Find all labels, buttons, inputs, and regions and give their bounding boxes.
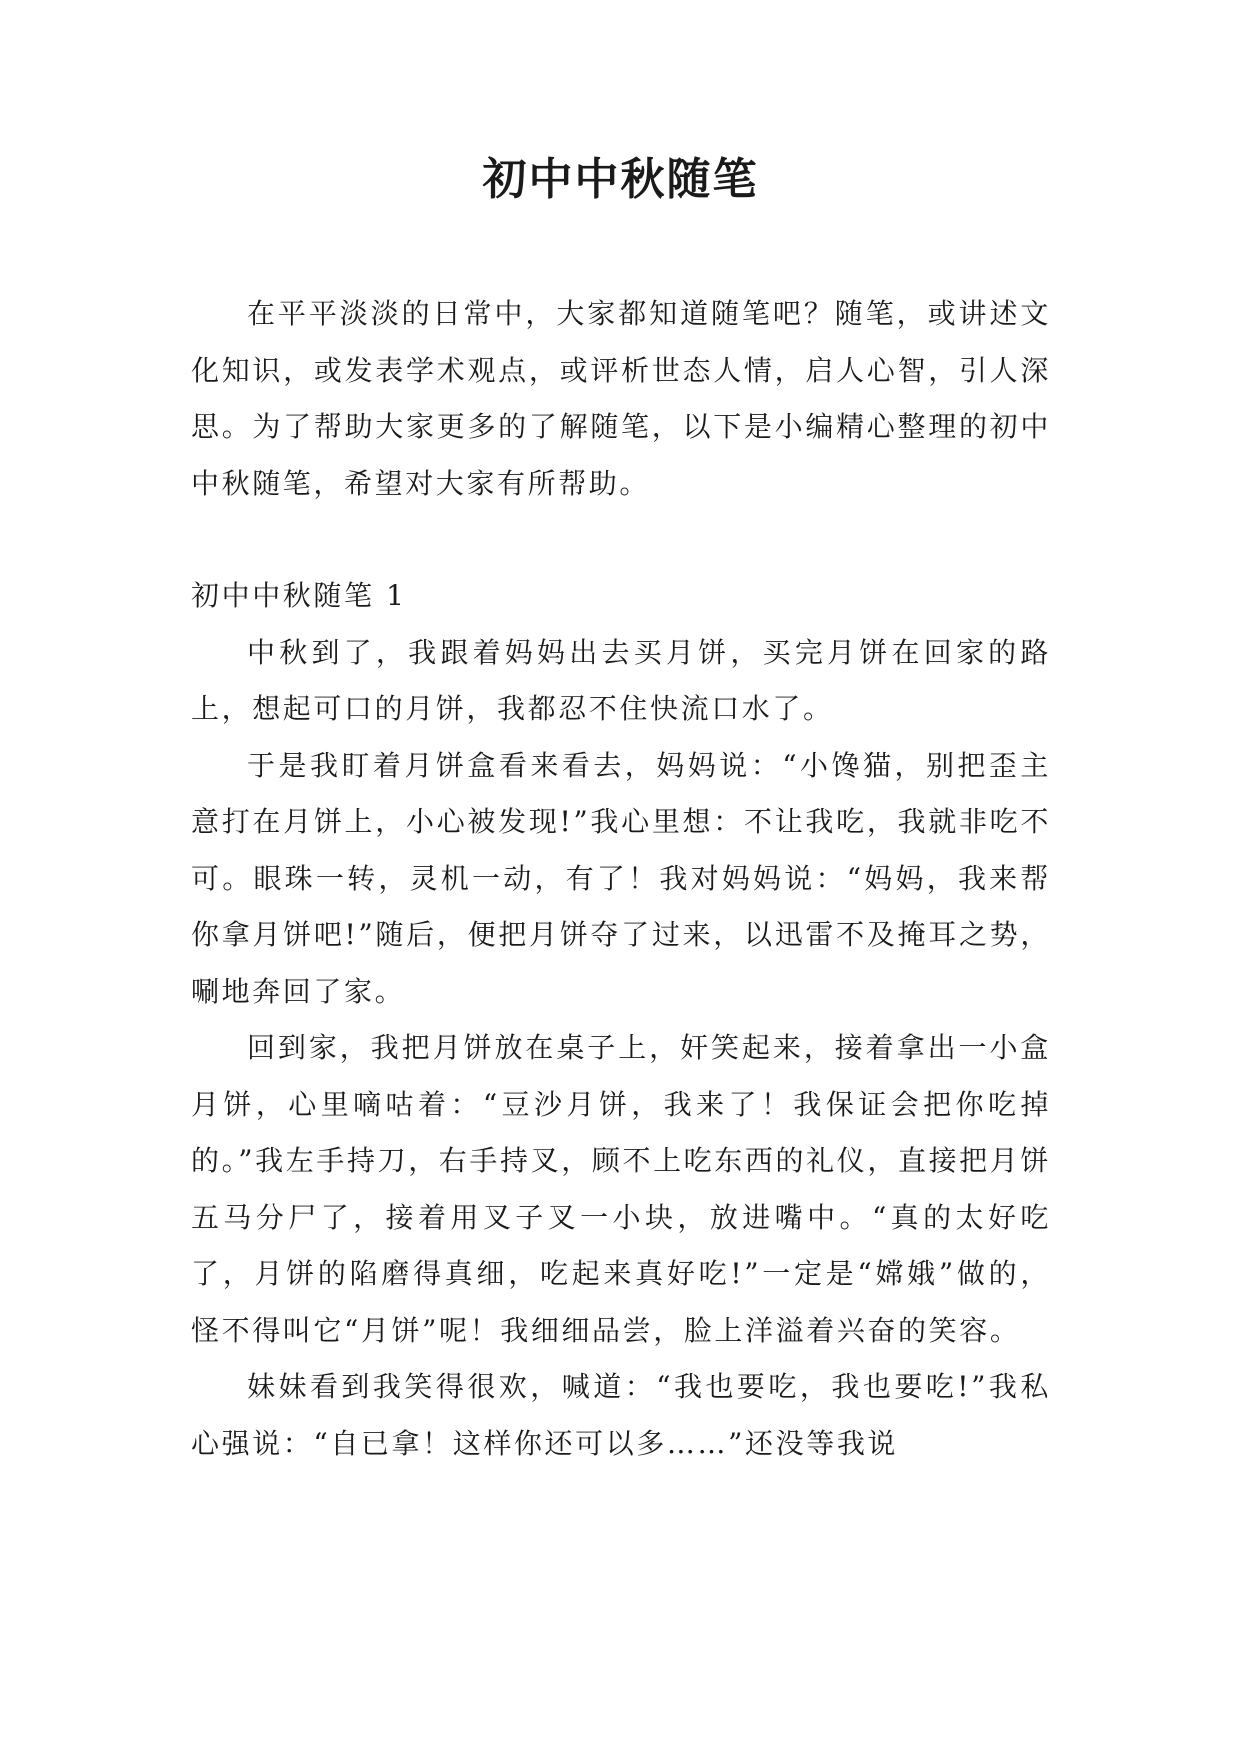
document-title: 初中中秋随笔	[482, 154, 759, 205]
document-body	[191, 286, 1051, 1472]
body-paragraph: 回到家，我把月饼放在桌子上，奸笑起来，接着拿出一小盒月饼，心里嘀咕着：“豆沙月饼，我来了！我保证会把你吃掉的。”我左手持刀，右手持叉，顾不上吃东西的礼仪，直接把月饼五马分尸了，接着用叉子叉一小块，放进嘴中。“真的太好吃了，月饼的陷磨得真细，吃起来真好吃!”一定是“嫦娥”做的，怪不得叫它“月饼”呢！我细细品尝，脸上洋溢着兴奋的笑容。	[191, 1031, 1051, 1347]
paragraph-spacer	[191, 512, 1051, 568]
body-paragraph: 于是我盯着月饼盒看来看去，妈妈说：“小馋猫，别把歪主意打在月饼上，小心被发现!”我心里想：不让我吃，我就非吃不可。眼珠一转，灵机一动，有了！我对妈妈说：“妈妈，我来帮你拿月饼吧!”随后，便把月饼夺了过来，以迅雷不及掩耳之势，唰地奔回了家。	[191, 748, 1051, 1008]
intro-paragraph: 在平平淡淡的日常中，大家都知道随笔吧？随笔，或讲述文化知识，或发表学术观点，或评析世态人情，启人心智，引人深思。为了帮助大家更多的了解随笔，以下是小编精心整理的初中中秋随笔，希望对大家有所帮助。	[191, 297, 1051, 500]
body-paragraph: 妹妹看到我笑得很欢，喊道：“我也要吃，我也要吃!”我私心强说：“自已拿！这样你还可以多……”还没等我说	[191, 1370, 1051, 1460]
body-paragraph: 中秋到了，我跟着妈妈出去买月饼，买完月饼在回家的路上，想起可口的月饼，我都忍不住快流口水了。	[191, 635, 1051, 725]
section-heading: 初中中秋随笔 1	[191, 579, 407, 612]
